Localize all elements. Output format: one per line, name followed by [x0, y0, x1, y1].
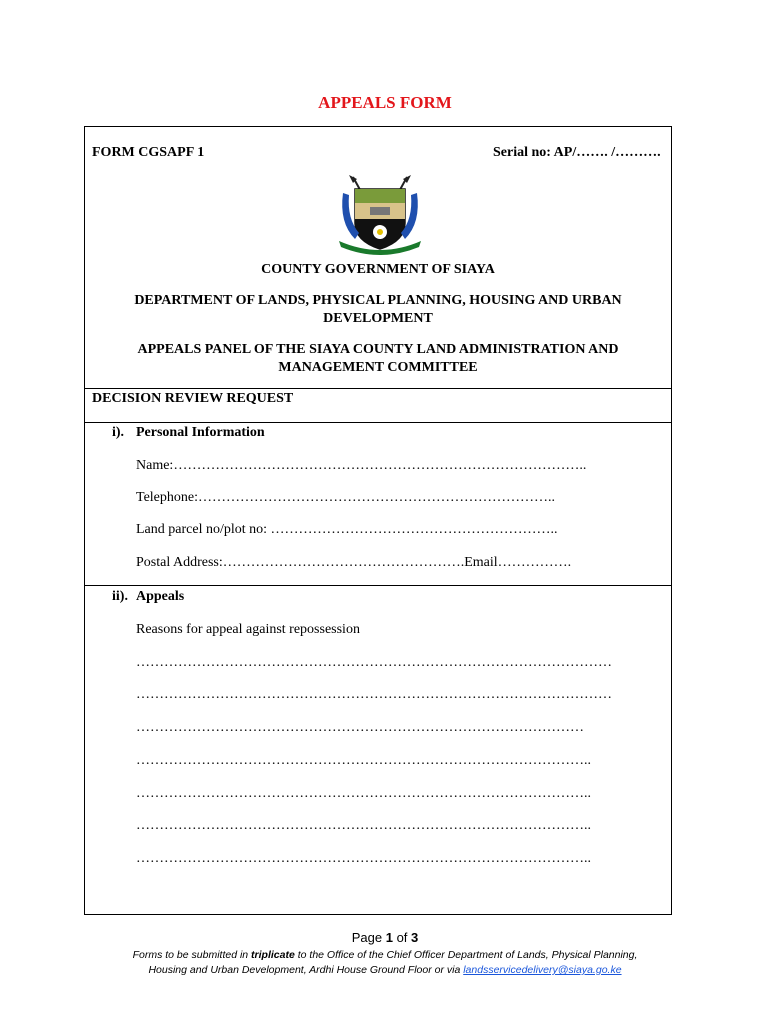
appeals-heading: Appeals	[136, 589, 185, 604]
personal-heading: Personal Information	[136, 425, 265, 440]
page-number	[0, 930, 770, 945]
form-code: FORM CGSAPF 1	[92, 145, 205, 160]
form-title: APPEALS FORM	[318, 93, 452, 112]
reason-label: Reasons for appeal against repossession	[136, 622, 360, 637]
postal-address-field[interactable]: Postal Address:…………………………………………….Email…………….	[136, 555, 572, 570]
reason-line[interactable]: ……………………………………………………………………………………..	[136, 818, 591, 833]
reason-line[interactable]: …………………………………………………………………………………………	[136, 655, 612, 670]
county-name: COUNTY GOVERNMENT OF SIAYA	[261, 262, 495, 277]
reason-line[interactable]: ……………………………………………………………………………………..	[136, 851, 591, 866]
note-part-2: to the Office of the Chief Officer Department of Lands, Physical Planning,	[294, 949, 638, 961]
land-parcel-field[interactable]: Land parcel no/plot no: ……………………………………………………..	[136, 522, 558, 537]
email-link[interactable]: landsservicedelivery@siaya.go.ke	[463, 964, 622, 976]
page-of: of	[392, 930, 412, 945]
reason-line[interactable]: …………………………………………………………………………………………	[136, 687, 612, 702]
page-total: 3	[411, 930, 419, 945]
appeals-number: ii).	[112, 589, 128, 604]
divider	[84, 422, 672, 423]
page-current: 1	[385, 930, 393, 945]
department-line-2: DEVELOPMENT	[323, 311, 433, 326]
panel-line-2: MANAGEMENT COMMITTEE	[278, 360, 478, 375]
reason-line[interactable]: ……………………………………………………………………………………..	[136, 786, 591, 801]
page-prefix: Page	[351, 930, 386, 945]
divider	[84, 585, 672, 586]
county-coat-of-arms-icon	[335, 173, 425, 255]
name-field[interactable]: Name:……………………………………………………………………………..	[136, 458, 587, 473]
note-line-2: Housing and Urban Development, Ardhi House Ground Floor or via	[148, 964, 464, 976]
reason-line[interactable]: ……………………………………………………………………………………..	[136, 753, 591, 768]
note-part-1: Forms to be submitted in	[132, 949, 252, 961]
submission-note-line-2	[0, 963, 770, 978]
note-bold: triplicate	[251, 949, 295, 961]
reason-line[interactable]: ……………………………………………………………………………………	[136, 720, 584, 735]
serial-number: Serial no: AP/……. /……….	[493, 145, 661, 160]
section-title: DECISION REVIEW REQUEST	[92, 391, 294, 406]
submission-note-line-1	[0, 948, 770, 963]
personal-number: i).	[112, 425, 125, 440]
divider	[84, 388, 672, 389]
panel-line-1: APPEALS PANEL OF THE SIAYA COUNTY LAND ADMINISTRATION AND	[137, 342, 619, 357]
telephone-field[interactable]: Telephone:…………………………………………………………………..	[136, 490, 555, 505]
submission-note	[0, 948, 770, 978]
department-line-1: DEPARTMENT OF LANDS, PHYSICAL PLANNING, HOUSING AND URBAN	[134, 293, 622, 308]
